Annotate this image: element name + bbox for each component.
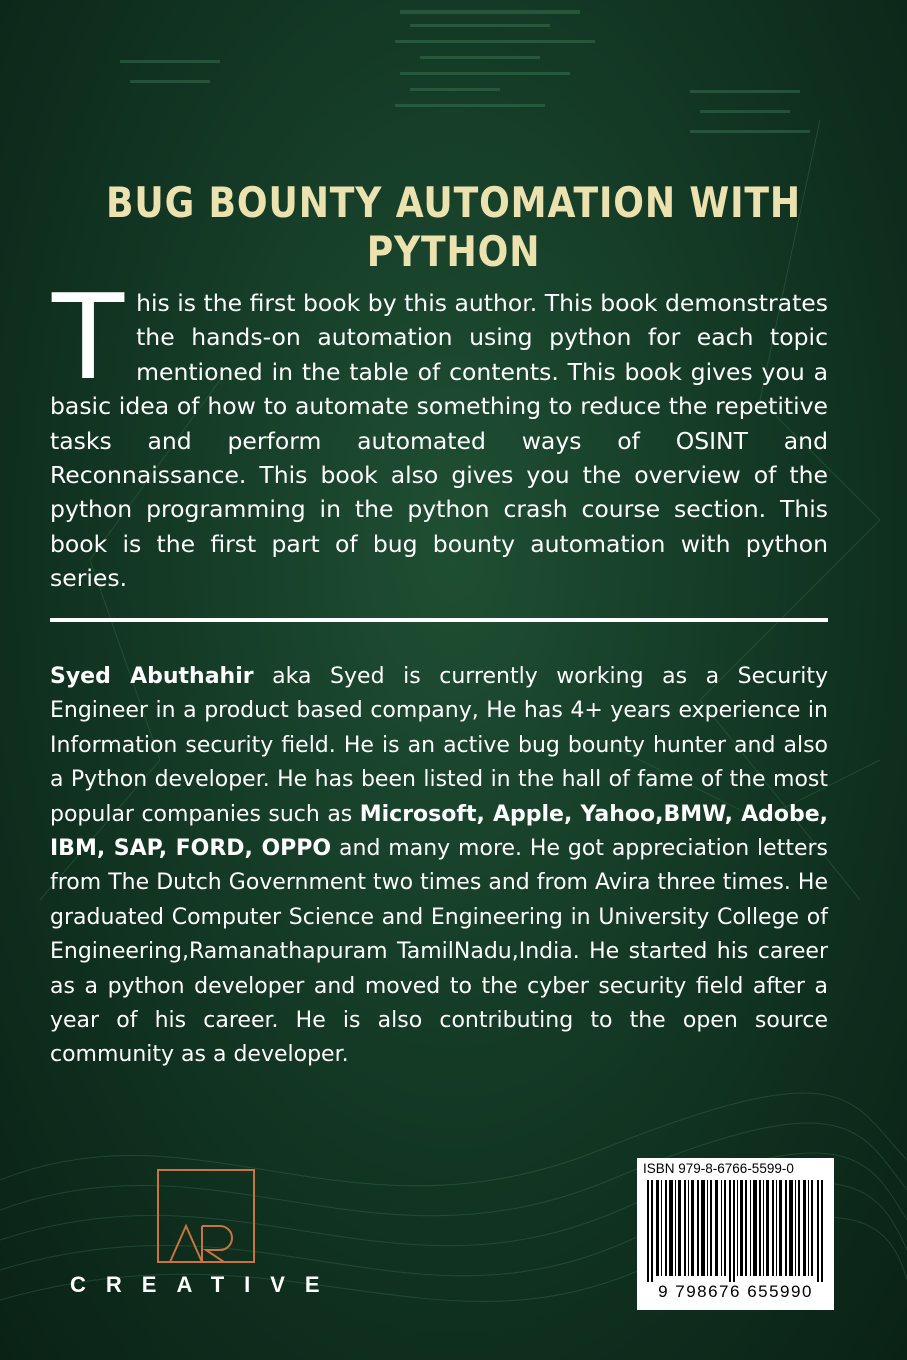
author-name: Syed Abuthahir <box>50 664 254 689</box>
ar-logo-icon <box>156 1168 256 1264</box>
publisher-logo <box>70 1168 360 1308</box>
isbn-barcode <box>637 1158 834 1310</box>
companies-list: Microsoft, Apple, Yahoo,BMW, Adobe, IBM, SAP, FORD, OPPO <box>50 801 828 862</box>
description-text: his is the first book by this author. This book demonstrates the hands-on automation using python for each topic mentioned in the table of contents. This book gives you a basic idea of how to automate something to reduce the repetitive tasks and perform automated ways of OSINT and Reconnaissance. This book also gives you the overview of the python programming in the python crash course section. This book is the first part of bug bounty automation with python series. <box>50 289 828 593</box>
book-description <box>50 268 828 596</box>
drop-cap: T <box>52 268 125 406</box>
barcode-bars-icon <box>647 1180 825 1282</box>
bio-text-part2: and many more. He got appreciation letters from The Dutch Government two times and from Avira three times. He graduated Computer Science and Engineering in University College of Engineering,Ramanathapuram TamilNadu,India. He started his career as a python developer and moved to the cyber security field after a year of his career. He is also contributing to the open source community as a developer. <box>50 836 828 1068</box>
isbn-label: ISBN 979-8-6766-5599-0 <box>643 1161 794 1176</box>
section-divider <box>50 618 828 622</box>
barcode-digits: 9 798676 655990 <box>658 1282 813 1301</box>
author-bio <box>50 660 828 1073</box>
publisher-name: CREATIVE <box>70 1272 340 1297</box>
bio-text-part1: aka Syed is currently working as a Security Engineer in a product based company, He has 4+ years experience in Information security field. He is an active bug bounty hunter and also a Python developer. He has been listed in the hall of fame of the most popular companies such as <box>50 664 829 827</box>
book-title: BUG BOUNTY AUTOMATION WITH PYTHON <box>106 178 801 276</box>
